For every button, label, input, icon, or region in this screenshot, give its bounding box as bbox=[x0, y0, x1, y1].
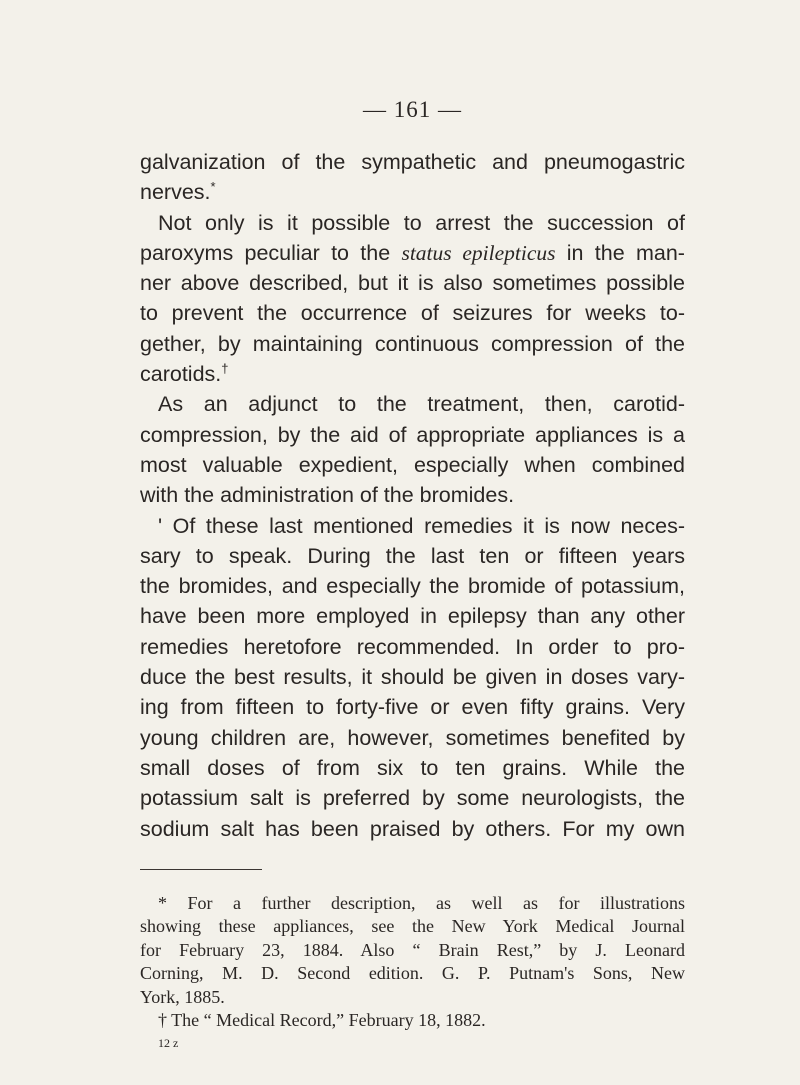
text-line: young children are, however, sometimes benefited by bbox=[140, 725, 685, 750]
text-line bbox=[140, 177, 685, 207]
signature-mark: 12 z bbox=[158, 1035, 179, 1050]
text-line: Not only is it possible to arrest the succession of bbox=[158, 210, 685, 235]
text-line: ' Of these last mentioned remedies it is now neces- bbox=[158, 513, 685, 538]
asterisk-mark: * bbox=[210, 179, 216, 195]
text-line: ner above described, but it is also sometimes possible bbox=[140, 271, 685, 296]
page-number: — 161 — bbox=[363, 97, 462, 122]
italic-term: status epilepticus bbox=[401, 240, 556, 265]
footnote-divider bbox=[140, 869, 262, 870]
text-line bbox=[140, 359, 685, 389]
text-line: potassium salt is preferred by some neurologists, the bbox=[140, 786, 685, 811]
footnote-line: for February 23, 1884. Also “ Brain Rest,” by J. Leonard bbox=[140, 939, 685, 960]
text-line: duce the best results, it should be given in doses vary- bbox=[140, 665, 685, 690]
text-line: sary to speak. During the last ten or fifteen years bbox=[140, 543, 685, 568]
footnote-line: showing these appliances, see the New York Medical Journal bbox=[140, 916, 685, 937]
text-line: ing from fifteen to forty-five or even fifty grains. Very bbox=[140, 695, 685, 720]
text-fragment: carotids. bbox=[140, 362, 222, 387]
text-fragment: paroxyms peculiar to the bbox=[140, 240, 391, 265]
text-line bbox=[140, 238, 685, 268]
text-line: the bromides, and especially the bromide of potassium, bbox=[140, 574, 685, 599]
text-line: gether, by maintaining continuous compression of the bbox=[140, 331, 685, 356]
text-line: compression, by the aid of appropriate appliances is a bbox=[140, 422, 685, 447]
text-fragment: in the man- bbox=[566, 240, 685, 265]
text-line: As an adjunct to the treatment, then, carotid- bbox=[158, 392, 685, 417]
text-line: have been more employed in epilepsy than any other bbox=[140, 604, 685, 629]
dagger-mark: † bbox=[221, 360, 229, 376]
footnote-line: † The “ Medical Record,” February 18, 1882. bbox=[158, 1010, 486, 1031]
text-line: remedies heretofore recommended. In order to pro- bbox=[140, 634, 685, 659]
body-text bbox=[140, 147, 685, 844]
text-line: to prevent the occurrence of seizures for weeks to- bbox=[140, 301, 685, 326]
document-page bbox=[140, 95, 685, 1051]
text-line: most valuable expedient, especially when combined bbox=[140, 452, 685, 477]
footnote-line: Corning, M. D. Second edition. G. P. Putnam's Sons, New bbox=[140, 963, 685, 984]
footnotes bbox=[140, 892, 685, 1033]
footnote-line: York, 1885. bbox=[140, 986, 225, 1007]
text-fragment: nerves. bbox=[140, 180, 211, 205]
text-line: galvanization of the sympathetic and pneumogastric bbox=[140, 150, 685, 174]
text-line: small doses of from six to ten grains. While the bbox=[140, 755, 685, 780]
text-line: with the administration of the bromides. bbox=[140, 483, 515, 508]
footnote-line: * For a further description, as well as for illustrations bbox=[158, 892, 685, 913]
text-line: sodium salt has been praised by others. For my own bbox=[140, 816, 685, 841]
